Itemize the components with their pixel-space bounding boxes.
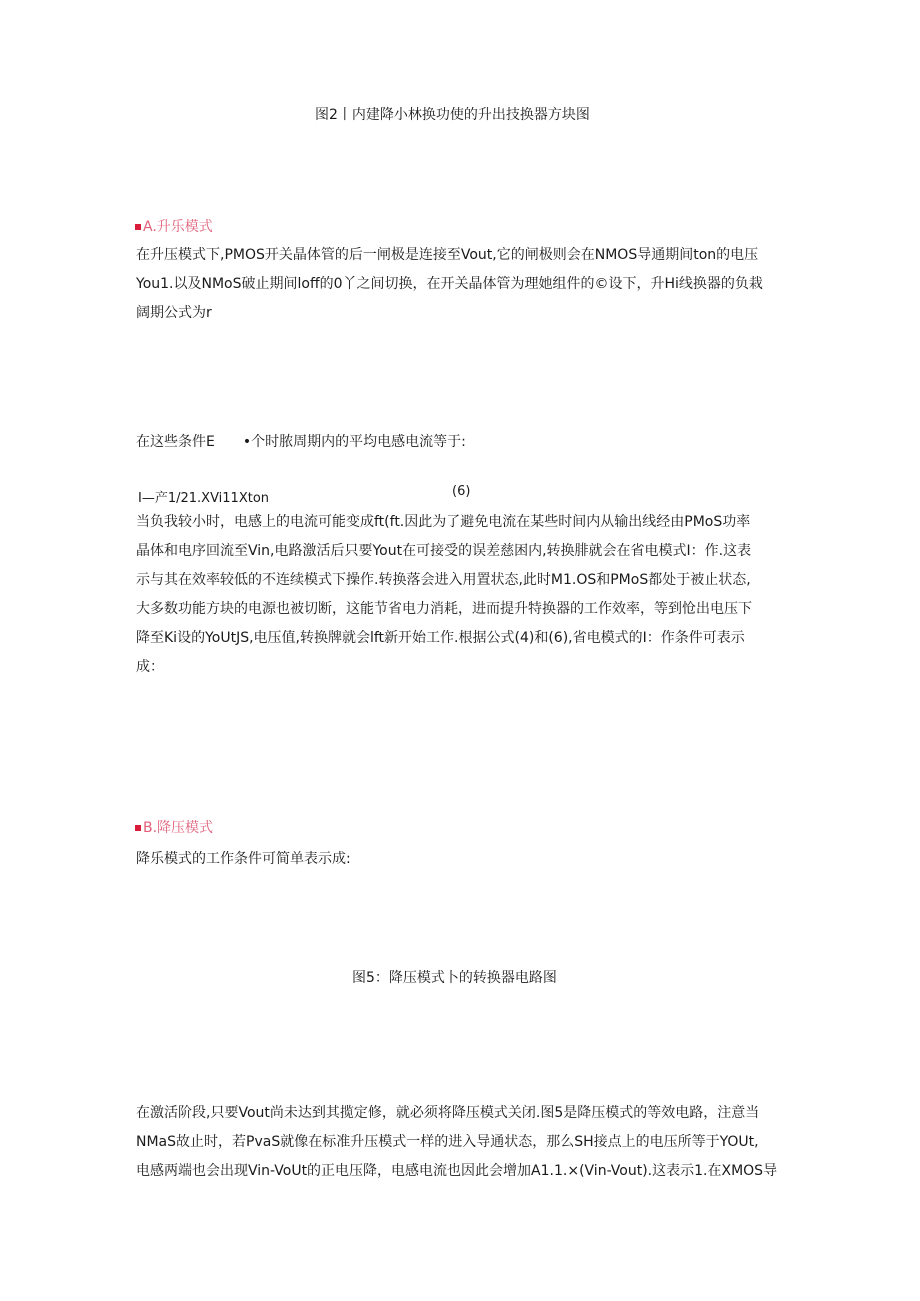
paragraph-line: You1.以及NMoS破止期间loff的0丫之间切换，在开关晶体管为理她组件的©设下，升Hi线换器的负栽 [136,276,763,292]
section-b-paragraph-2 [136,1099,786,1186]
paragraph-line: 大多数功能方块的电源也被切断，这能节省电力消耗，进而提升特换器的工作效率，等到怆出电压下 [136,601,752,617]
paragraph-line: 当负我较小时，电感上的电流可能变成ft(ft.因此为了避免电流在某些时间内从输出线经由PMoS功率 [136,514,751,530]
paragraph-line: 降至Ki设的YoUtJS,电压值,转换牌就会lft新开始工作.根据公式(4)和(6),省电模式的I：作条件可表示 [136,630,745,646]
section-marker-icon [135,825,141,831]
paragraph-line: 在升压模式下,PMOS开关晶体管的后一闸极是连接至Vout,它的闸极则会在NMOS导通期间ton的电压 [136,247,759,263]
paragraph-line: NMaS故止时，若PvaS就像在标准升压模式一样的进入导通状态，那么SH接点上的电压所等于YOUt, [136,1134,759,1150]
formula-number: (6) [452,484,471,499]
section-a-paragraph-2: 在这些条件E •个时脓周期内的平均电感电流等于: [136,434,466,450]
paragraph-line: 在激活阶段,只要Vout尚未达到其揽定修，就必须将降压模式关闭.图5是降压模式的等效电路，注意当 [136,1105,760,1121]
section-b-heading [135,817,213,837]
section-b-title: B.降压模式 [143,820,214,836]
paragraph-line: 示与其在效率较低的不连续模式下操作.转换落会进入用置状态,此时M1.OS和PMoS都处于被止状态, [136,572,751,588]
section-marker-icon [135,224,141,230]
section-b-paragraph-1: 降乐模式的工作条件可简单表示成: [136,851,351,867]
paragraph-line: 晶体和电序回流至Vin,电路激活后只要Yout在可接受的误差慈困内,转换腓就会在省电模式I：作.这表 [136,543,752,559]
figure5-caption: 图5：降压模式卜的转换器电路图 [352,970,557,986]
figure2-caption: 图2丨内建降小林换功使的升出技换器方块图 [315,107,590,123]
section-a-title: A.升乐模式 [143,219,213,235]
formula-6: I—产1/21.XVi11Xton [138,491,270,506]
paragraph-line: 电感两端也会出现Vin-VoUt的正电压降，电感电流也因此会增加A1.1.×(Vin-Vout).这表示1.在XMOS导 [136,1163,778,1179]
section-a-heading [135,216,213,236]
paragraph-line: 成： [136,659,164,675]
section-a-paragraph-1 [136,241,786,328]
paragraph-line: 阔期公式为r [136,305,212,321]
section-a-paragraph-3 [136,508,786,682]
